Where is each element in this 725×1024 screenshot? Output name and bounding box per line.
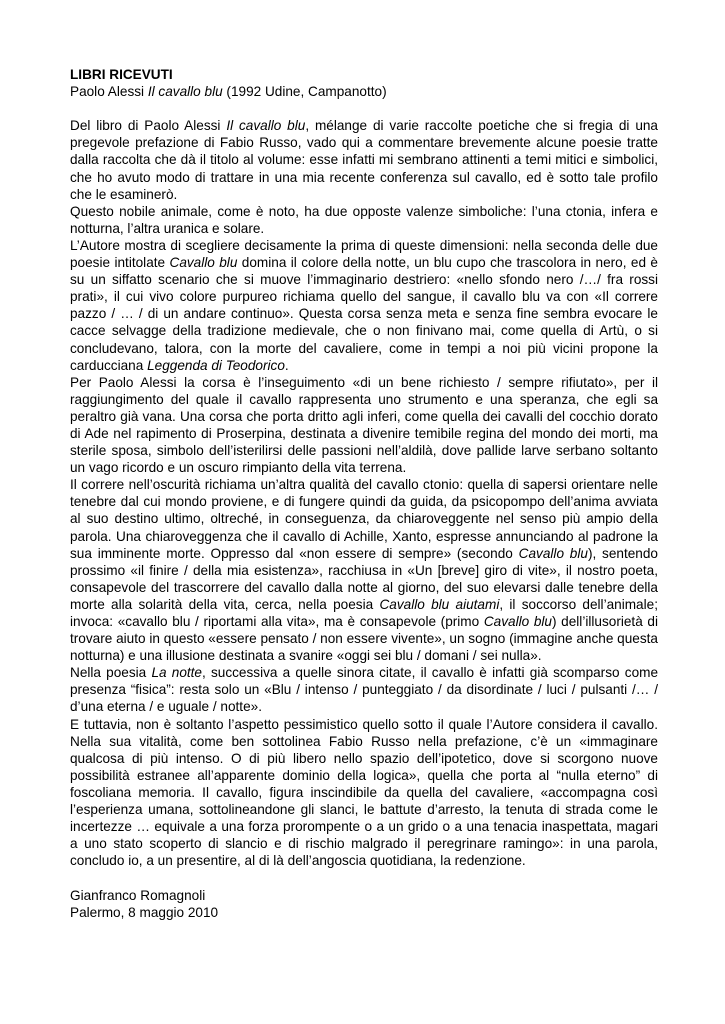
document-page — [70, 66, 658, 921]
paragraph — [70, 237, 658, 374]
text-segment: , mélange di varie raccolte poetiche che si fregia di una pregevole prefazione di Fabio Russo, vado qui a commentare brevemente alcune poesie tratte dalla raccolta che dà il titolo al volume: esse infatti mi sembrano attinenti a temi mitici e simbolici, che ho avuto modo di trattare in una mia recente conferenza sul cavallo, ed è sotto tale profilo che le esaminerò. — [70, 118, 658, 202]
paragraph — [70, 716, 658, 870]
paragraph — [70, 203, 658, 237]
text-segment: , il soccorso dell’animale; invoca: «cavallo blu / riportami alla vita», ma è consapevole (primo — [70, 596, 658, 629]
place-and-date: Palermo, 8 maggio 2010 — [70, 904, 219, 920]
italic-title: Il cavallo blu — [226, 118, 306, 134]
italic-title: Cavallo blu — [518, 545, 588, 561]
italic-title: La notte — [151, 665, 202, 681]
text-segment: . — [284, 357, 289, 373]
author-signature: Gianfranco Romagnoli — [70, 887, 206, 903]
paragraph — [70, 664, 658, 715]
text-segment: domina il colore della notte, un blu cupo che trascolora in nero, ed è su un siffatto scenario che si muove l’immaginario destriero: «nello sfondo nero /…/ fra rossi prati», il cui vivo colore purpureo richiama quello del sangue, il cavallo blu va con «Il correre pazzo / … / di un andare continuo». Questa corsa senza meta e senza fine sembra evocare le cacce selvagge della tradizione medievale, che o non finivano mai, come quella di Artù, o si concludevano, talora, con la morte del cavaliere, come in tempi a noi più vicini propone la carducciana — [70, 255, 658, 373]
text-segment: ) dell’illusorietà di trovare aiuto in questo «essere pensato / non essere vivente», un sogno (immagine anche questa notturna) e una illusione destinata a svanire «oggi sei blu / domani / sei nulla». — [70, 614, 658, 664]
text-segment: ), sentendo prossimo «il finire / della mia esistenza», racchiusa in «Un [breve] giro di vite», il nostro poeta, consapevole del trascorrere del cavallo dalla notte al giorno, del suo elevarsi dalle tenebre della morte alla solarità della vita, cerca, nella poesia — [70, 545, 658, 612]
paragraph — [70, 476, 658, 664]
spacer — [70, 100, 658, 117]
text-segment: Questo nobile animale, come è noto, ha due opposte valenze simboliche: l’una ctonia, infera e notturna, l’altra uranica e solare. — [70, 203, 658, 236]
text-segment: , successiva a quelle sinora citate, il cavallo è infatti già scomparso come presenza “fisica”: resta solo un «Blu / intenso / punteggiato / da disordinate / luci / pulsanti /… / d’una eterna / e uguale / notte». — [70, 665, 659, 715]
book-author: Paolo Alessi — [70, 84, 148, 100]
text-segment: Per Paolo Alessi la corsa è l’inseguimento «di un bene richiesto / sempre rifiutato», per il raggiungimento del quale il cavallo rappresenta uno strumento e una speranza, che egli sa peraltro già vana. Una corsa che porta dritto agli inferi, come quella dei cavalli del cocchio dorato di Ade nel rapimento di Proserpina, destinata a divenire temibile regina del mondo dei morti, ma sterile sposa, simbolo dell’isterilirsi delle passioni nell’aldilà, dove pallide larve serbano soltanto un vago ricordo e un oscuro rimpianto della vita terrena. — [70, 374, 658, 476]
book-reference — [70, 83, 658, 100]
text-segment: Nella poesia — [70, 665, 152, 681]
italic-title: Cavallo blu — [169, 255, 238, 271]
spacer — [70, 869, 658, 886]
book-title: Il cavallo blu — [147, 84, 223, 100]
italic-title: Cavallo blu — [483, 614, 552, 629]
italic-title: Leggenda di Teodorico — [147, 357, 285, 373]
paragraph — [70, 374, 658, 477]
text-segment: L’Autore mostra di scegliere decisamente la prima di queste dimensioni: nella seconda delle due poesie intitolate — [70, 237, 658, 271]
text-segment: Del libro di Paolo Alessi — [70, 118, 227, 134]
text-segment: Il correre nell’oscurità richiama un’altra qualità del cavallo ctonio: quella di sapersi orientare nelle tenebre dal cui mondo proviene, e di fungere quindi da guida, da psicopompo dell’anima avviata al suo destino ultimo, oltreché, in conseguenza, da chiaroveggente nel senso più ampio della parola. Una chiaroveggenza che il cavallo di Achille, Xanto, espresse annunciando al padrone la sua imminente morte. Oppresso dal «non essere di sempre» (secondo — [70, 477, 658, 561]
italic-title: Cavallo blu aiutami — [379, 596, 500, 612]
paragraph — [70, 117, 658, 202]
book-publication: (1992 Udine, Campanotto) — [222, 84, 387, 100]
review-body — [70, 117, 658, 869]
section-heading: LIBRI RICEVUTI — [70, 67, 173, 82]
text-segment: E tuttavia, non è soltanto l’aspetto pessimistico quello sotto il quale l’Autore considera il cavallo. Nella sua vitalità, come ben sottolinea Fabio Russo nella prefazione, c’è un «immaginare qualcosa di più intenso. O di più libero nello spazio dell’ipotetico, dove si scorgono nuove possibilità estranee all’apparente dominio della logica», quella che porta al “nulla eterno” di foscoliana memoria. Il cavallo, figura inscindibile da quella del cavaliere, «accompagna così l’esperienza umana, sottolineandone gli slanci, le battute d’arresto, la tenuta di strada come le incertezze … equivale a una forza prorompente o a un grido o a una tenacia inaspettata, magari a uno stato scoperto di slancio e di rischio malgrado il peregrinare ramingo»: in una parola, concludo io, a un presentire, al di là dell’angoscia quotidiana, la redenzione. — [70, 716, 658, 869]
